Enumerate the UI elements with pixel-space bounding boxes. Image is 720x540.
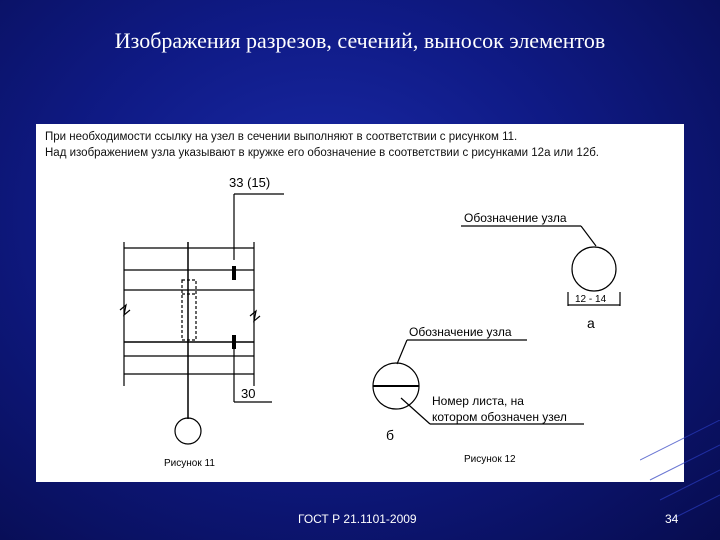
decorative-lines [640, 420, 720, 540]
cut-mark-top [232, 266, 236, 280]
callout-a-label: Обозначение узла [464, 211, 567, 225]
sheet-note-leader [401, 398, 430, 424]
fig11-label-top: 33 (15) [229, 175, 271, 190]
figure-panel [36, 124, 684, 482]
break-mark-left [120, 305, 130, 315]
node-circle-fig11 [175, 418, 201, 444]
break-mark-right [250, 311, 260, 321]
section-cut-marks [232, 266, 236, 349]
drawing [36, 124, 684, 482]
footer-standard: ГОСТ Р 21.1101-2009 [298, 512, 417, 526]
intro-line-1: При необходимости ссылку на узел в сечении выполняют в соответствии с рисунком 11. [45, 131, 518, 143]
callout-b-leader [397, 340, 407, 364]
fig11-label-bottom: 30 [241, 386, 256, 401]
intro-line-2: Над изображением узла указывают в кружке его обозначение в соответствии с рисунками 12а или 12б. [45, 147, 599, 159]
variant-a-label: а [587, 315, 595, 331]
node-circle-12a [572, 247, 616, 291]
slide-title: Изображения разрезов, сечений, выносок элементов [114, 28, 606, 53]
fig12-caption: Рисунок 12 [464, 454, 516, 465]
figure-11-drawing [120, 194, 284, 444]
callout-b-label: Обозначение узла [409, 325, 512, 339]
detail-dashed-rect [182, 280, 196, 340]
sheet-note-line-1: Номер листа, на [432, 394, 524, 408]
footer-page-number: 34 [665, 512, 679, 526]
sheet-range-label: 12 - 14 [575, 294, 607, 305]
fig11-caption: Рисунок 11 [164, 458, 215, 469]
cut-mark-bottom [232, 335, 236, 349]
variant-b-label: б [386, 427, 395, 443]
callout-a-leader [581, 226, 596, 246]
sheet-note-line-2: котором обозначен узел [432, 410, 567, 424]
